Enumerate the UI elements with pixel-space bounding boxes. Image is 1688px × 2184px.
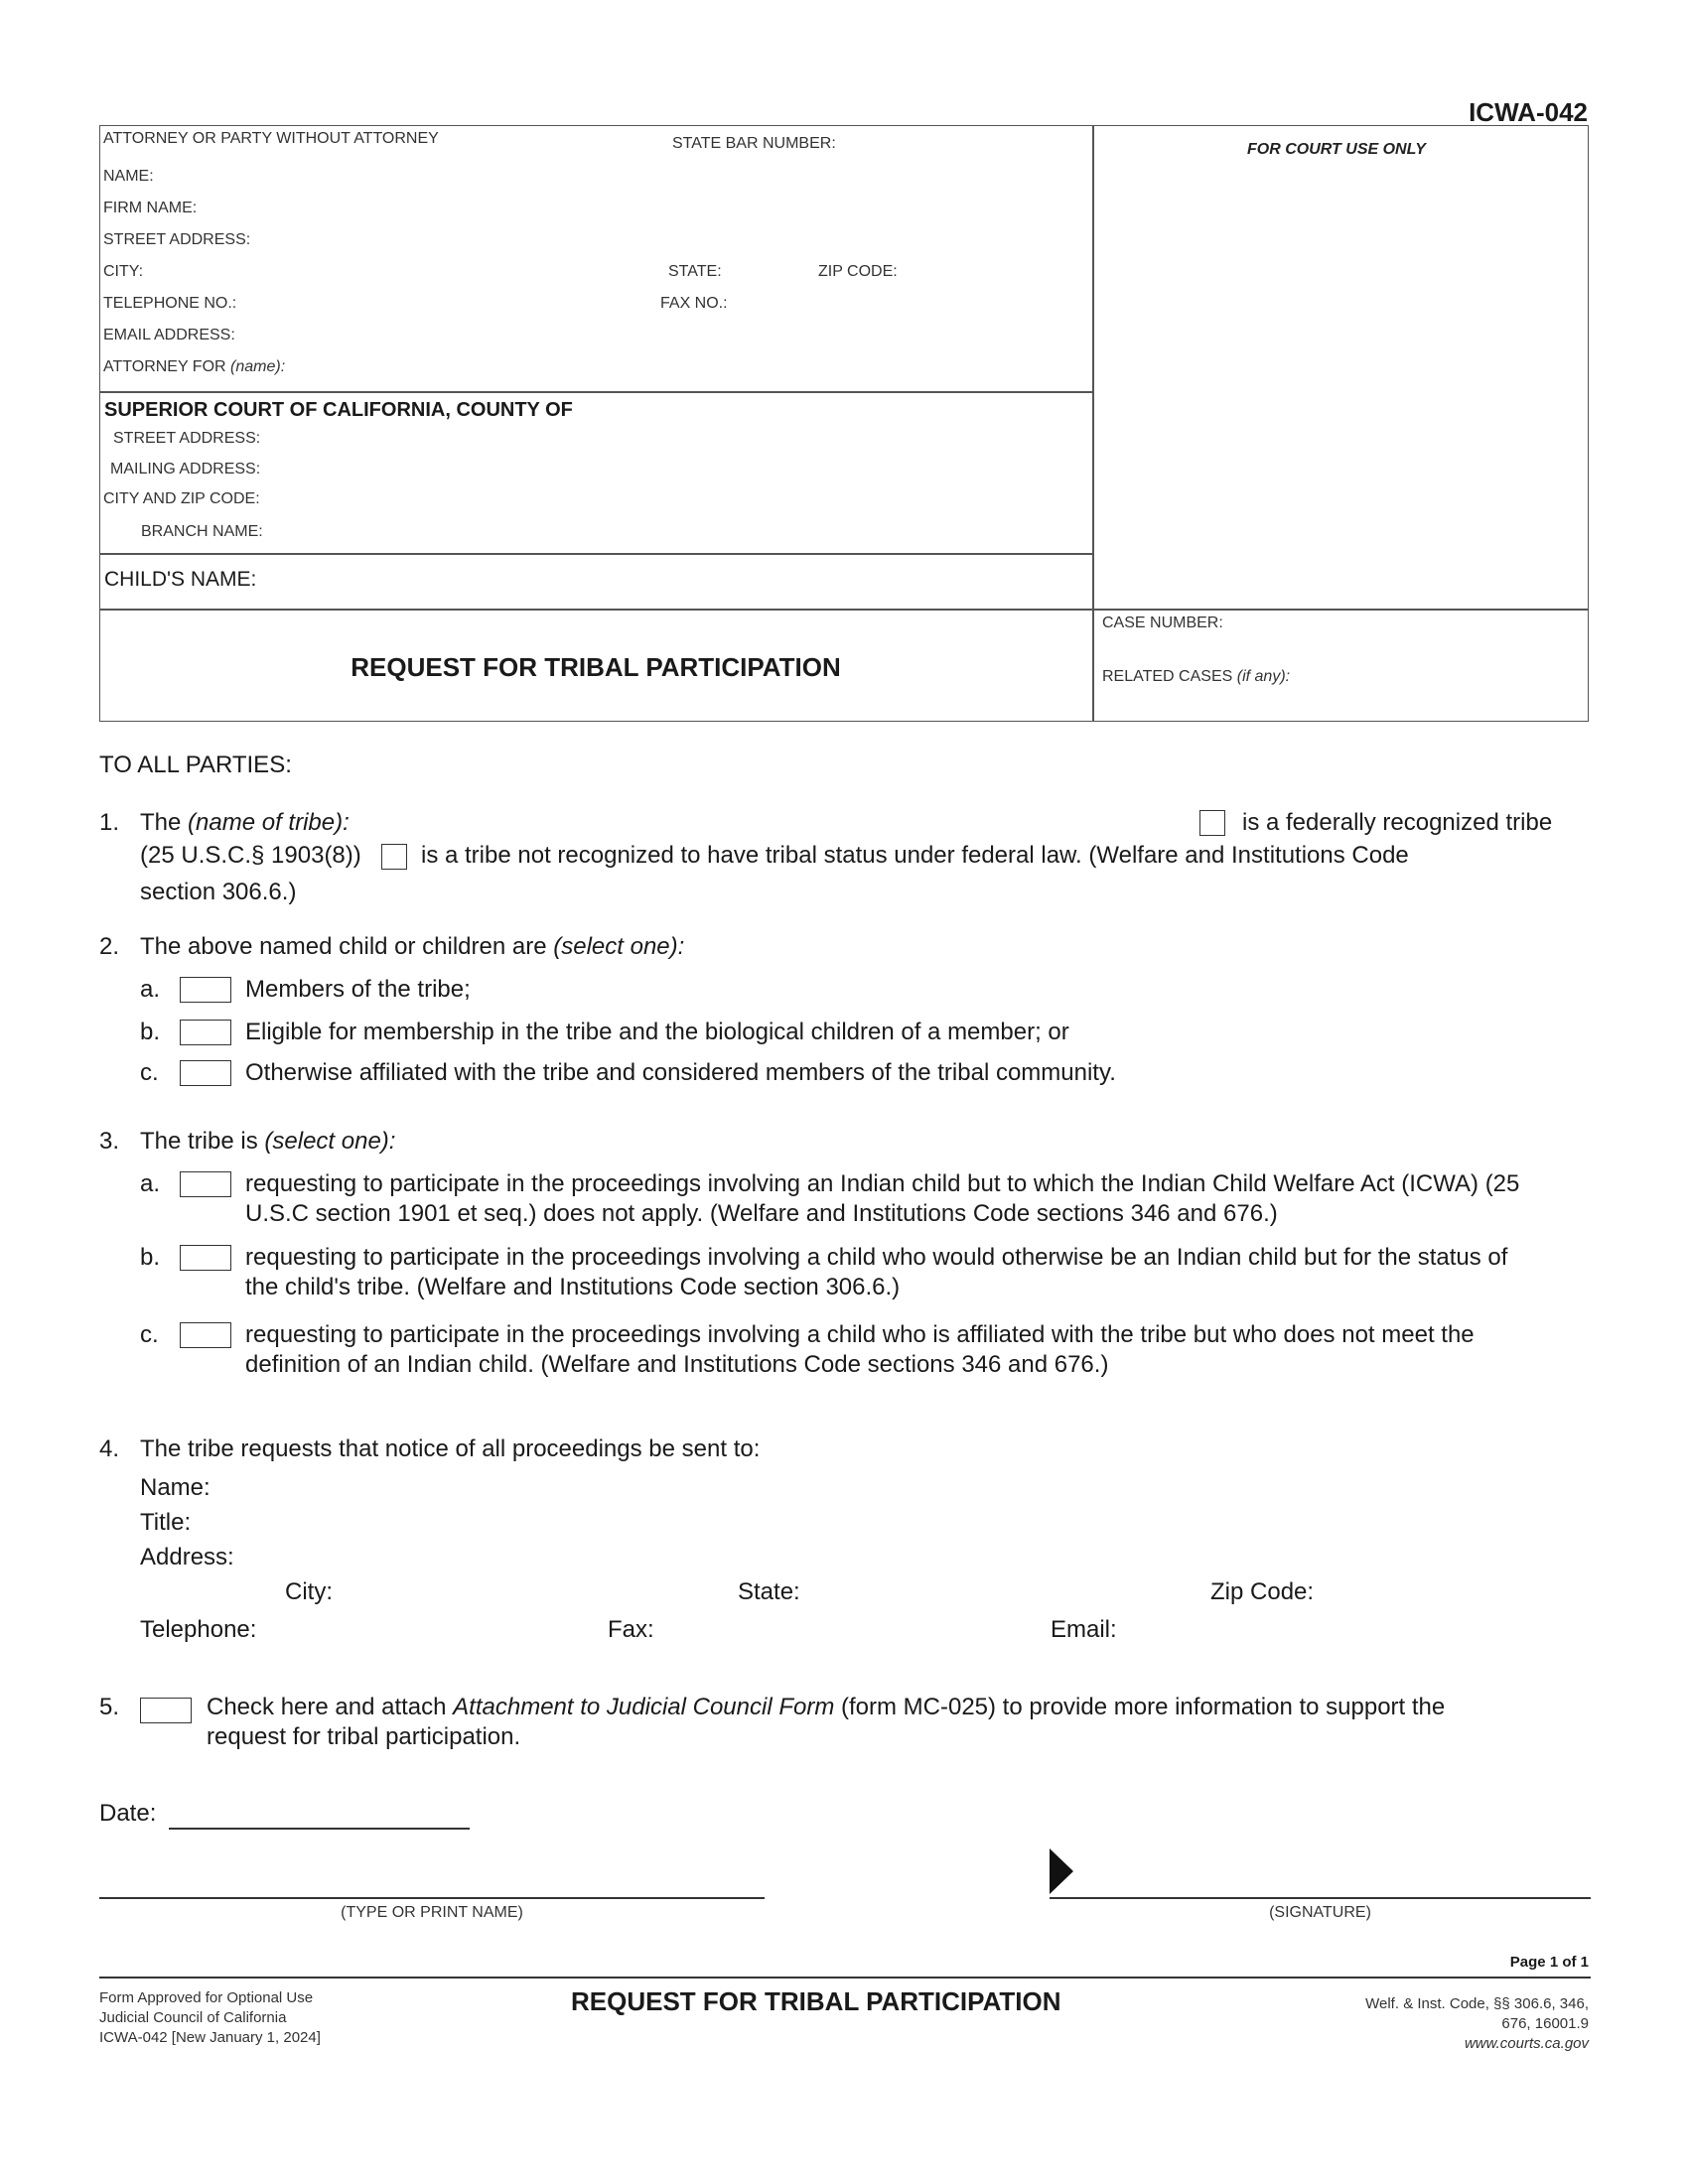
caption-box — [99, 125, 1589, 722]
attorney-for-text: ATTORNEY FOR — [103, 358, 226, 375]
item2c-checkbox[interactable] — [180, 1060, 231, 1086]
related-cases-label — [1102, 668, 1290, 686]
item5-post: (form MC-025) to provide more information to support the — [841, 1694, 1446, 1720]
name-label: NAME: — [103, 168, 154, 185]
email-label: EMAIL ADDRESS: — [103, 327, 235, 343]
item1-num: 1. — [99, 809, 120, 836]
attorney-for-name-hint: (name): — [230, 358, 286, 375]
state-label: STATE: — [668, 263, 722, 280]
item3c-checkbox[interactable] — [180, 1322, 231, 1348]
attorney-label: ATTORNEY OR PARTY WITHOUT ATTORNEY — [103, 130, 439, 147]
fax-label: FAX NO.: — [660, 295, 728, 312]
item2b-letter: b. — [140, 1019, 161, 1045]
item3b-checkbox[interactable] — [180, 1245, 231, 1271]
child-name-label: CHILD'S NAME: — [104, 568, 257, 591]
notice-state-label: State: — [738, 1578, 800, 1605]
item2-lead: The above named child or children are — [140, 933, 547, 960]
item3-num: 3. — [99, 1128, 120, 1155]
item1-section: section 306.6.) — [140, 879, 297, 905]
item3c-letter: c. — [140, 1321, 159, 1348]
signature-caption: (SIGNATURE) — [1269, 1904, 1371, 1921]
form-title: REQUEST FOR TRIBAL PARTICIPATION — [351, 652, 841, 682]
item2a-text: Members of the tribe; — [245, 976, 471, 1003]
attorney-for-label — [103, 358, 285, 376]
item3c-line1: requesting to participate in the proceedings involving a child who is affiliated with the tribe but who does not meet the — [245, 1321, 1475, 1348]
notice-city-label: City: — [285, 1578, 333, 1605]
date-line[interactable] — [169, 1828, 470, 1830]
footer-approved: Form Approved for Optional Use — [99, 1989, 314, 2006]
item3a-line2: U.S.C section 1901 et seq.) does not apply. (Welfare and Institutions Code sections 346 and 676.) — [245, 1200, 1278, 1227]
federally-recognized-checkbox[interactable] — [1199, 810, 1225, 836]
item2-text — [140, 932, 684, 962]
footer-title: REQUEST FOR TRIBAL PARTICIPATION — [571, 1986, 1061, 2016]
item2-num: 2. — [99, 933, 120, 960]
notice-fax-label: Fax: — [608, 1616, 654, 1643]
court-branch-label: BRANCH NAME: — [141, 523, 263, 540]
court-title: SUPERIOR COURT OF CALIFORNIA, COUNTY OF — [104, 399, 573, 421]
item5-checkbox[interactable] — [140, 1698, 192, 1723]
item3b-line1: requesting to participate in the proceedings involving a child who would otherwise be an Indian child but for the status of — [245, 1244, 1508, 1271]
item5-line1 — [207, 1693, 1445, 1722]
date-label: Date: — [99, 1800, 157, 1827]
item3b-letter: b. — [140, 1244, 161, 1271]
footer-code2: 676, 16001.9 — [1501, 2015, 1589, 2032]
court-street-label: STREET ADDRESS: — [113, 430, 261, 447]
item5-num: 5. — [99, 1694, 120, 1720]
item5-line2: request for tribal participation. — [207, 1723, 521, 1750]
case-number-label: CASE NUMBER: — [1102, 614, 1223, 631]
item2b-text: Eligible for membership in the tribe and the biological children of a member; or — [245, 1019, 1069, 1045]
item1-the — [140, 808, 350, 838]
item2c-text: Otherwise affiliated with the tribe and considered members of the tribal community. — [245, 1059, 1116, 1086]
form-id: ICWA-042 — [1469, 97, 1588, 127]
item5-pre: Check here and attach — [207, 1694, 447, 1720]
item1-name-of-tribe: (name of tribe): — [188, 809, 350, 836]
item1-not-recognized: is a tribe not recognized to have tribal status under federal law. (Welfare and Institutions Code — [421, 842, 1409, 869]
notice-name-label: Name: — [140, 1474, 211, 1501]
item4-text: The tribe requests that notice of all proceedings be sent to: — [140, 1435, 761, 1462]
court-use-label: FOR COURT USE ONLY — [1247, 141, 1426, 158]
notice-telephone-label: Telephone: — [140, 1616, 257, 1643]
firm-label: FIRM NAME: — [103, 200, 198, 216]
print-name-line[interactable] — [99, 1897, 765, 1899]
not-recognized-checkbox[interactable] — [381, 844, 407, 870]
signature-line[interactable] — [1050, 1897, 1591, 1899]
item2b-checkbox[interactable] — [180, 1020, 231, 1045]
item2a-checkbox[interactable] — [180, 977, 231, 1003]
item2c-letter: c. — [140, 1059, 159, 1086]
notice-title-label: Title: — [140, 1509, 192, 1536]
item2-select: (select one): — [553, 933, 685, 960]
item3b-line2: the child's tribe. (Welfare and Institutions Code section 306.6.) — [245, 1274, 901, 1300]
item3a-line1: requesting to participate in the proceedings involving an Indian child but to which the Indian Child Welfare Act (ICWA) (25 — [245, 1170, 1520, 1197]
state-bar-label: STATE BAR NUMBER: — [672, 135, 836, 152]
item3-select: (select one): — [264, 1128, 396, 1155]
zip-label: ZIP CODE: — [818, 263, 898, 280]
notice-address-label: Address: — [140, 1544, 234, 1570]
court-mailing-label: MAILING ADDRESS: — [110, 461, 261, 478]
court-city-zip-label: CITY AND ZIP CODE: — [103, 490, 260, 507]
notice-email-label: Email: — [1051, 1616, 1117, 1643]
related-cases-note: (if any): — [1236, 668, 1291, 685]
item3a-checkbox[interactable] — [180, 1171, 231, 1197]
item4-num: 4. — [99, 1435, 120, 1462]
intro: TO ALL PARTIES: — [99, 751, 292, 778]
footer-council: Judicial Council of California — [99, 2009, 287, 2026]
signature-arrow-icon — [1050, 1848, 1075, 1894]
item3a-letter: a. — [140, 1170, 161, 1197]
page-number: Page 1 of 1 — [1509, 1954, 1589, 1971]
related-cases-text: RELATED CASES — [1102, 668, 1233, 685]
item3-lead: The tribe is — [140, 1128, 258, 1155]
footer-website[interactable]: www.courts.ca.gov — [1464, 2035, 1589, 2052]
phone-label: TELEPHONE NO.: — [103, 295, 237, 312]
item2a-letter: a. — [140, 976, 161, 1003]
item1-usc: (25 U.S.C.§ 1903(8)) — [140, 842, 361, 869]
footer-form-rev: ICWA-042 [New January 1, 2024] — [99, 2029, 321, 2046]
street-label: STREET ADDRESS: — [103, 231, 251, 248]
item3c-line2: definition of an Indian child. (Welfare and Institutions Code sections 346 and 676.) — [245, 1351, 1109, 1378]
item3-text — [140, 1127, 395, 1157]
notice-zip-label: Zip Code: — [1210, 1578, 1315, 1605]
print-name-caption: (TYPE OR PRINT NAME) — [341, 1904, 523, 1921]
city-label: CITY: — [103, 263, 144, 280]
item5-attach: Attachment to Judicial Council Form — [453, 1694, 835, 1720]
item1-the-text: The — [140, 809, 182, 836]
footer-code1: Welf. & Inst. Code, §§ 306.6, 346, — [1365, 1995, 1589, 2012]
item1-fed-recognized: is a federally recognized tribe — [1242, 809, 1553, 836]
